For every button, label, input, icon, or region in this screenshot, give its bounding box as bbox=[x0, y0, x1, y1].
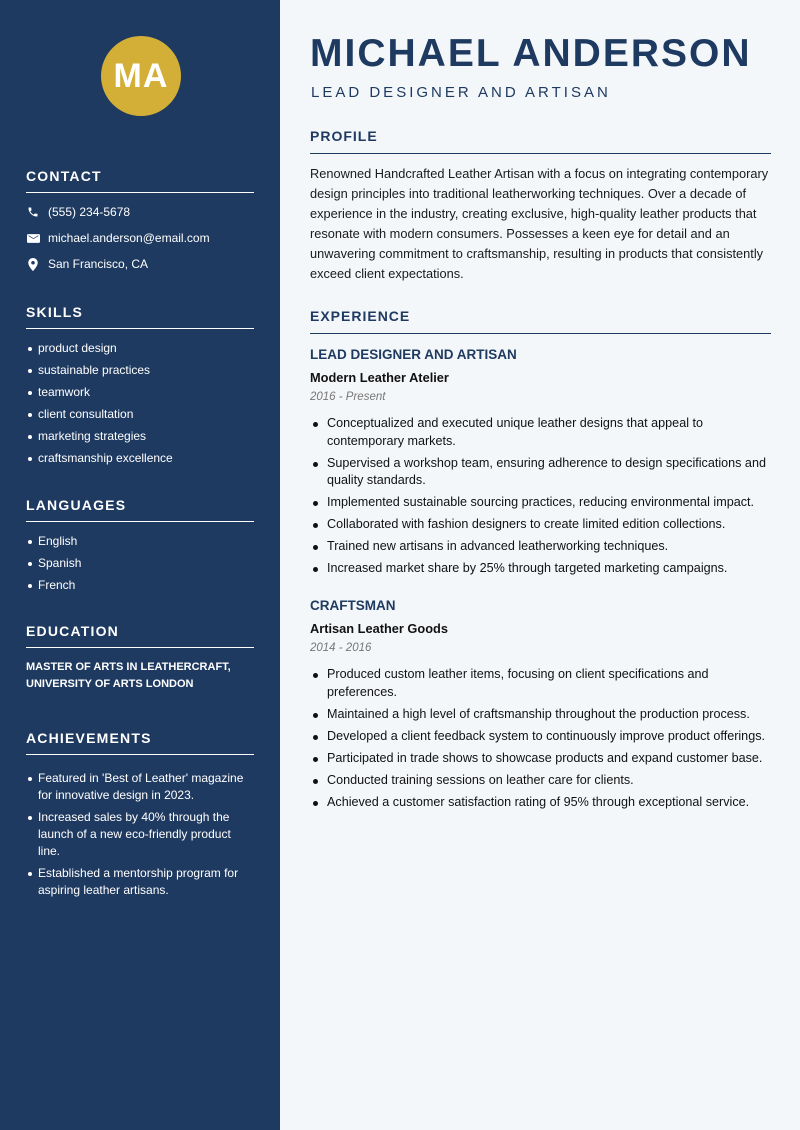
experience-heading: EXPERIENCE bbox=[310, 308, 771, 334]
job-bullet: Developed a client feedback system to continuously improve product offerings. bbox=[310, 728, 772, 746]
job-dates: 2014 - 2016 bbox=[310, 642, 372, 654]
job-title: LEAD DESIGNER AND ARTISAN bbox=[310, 347, 517, 362]
contact-phone bbox=[26, 205, 130, 219]
languages-heading: LANGUAGES bbox=[26, 497, 254, 522]
contact-heading: CONTACT bbox=[26, 168, 254, 193]
education-degree: MASTER OF ARTS IN LEATHERCRAFT, bbox=[26, 661, 231, 673]
profile-text: Renowned Handcrafted Leather Artisan with a focus on integrating contemporary design principles into traditional leatherworking techniques. Over a decade of experience in the industry, creating exclusive, high-quality leather products that resonate with modern consumers. Possesses a keen eye for detail and an unwavering commitment to craftsmanship, resulting in products that consistently exceed client expectations. bbox=[310, 166, 769, 281]
contact-location-text: San Francisco, CA bbox=[48, 257, 149, 271]
skills-list bbox=[26, 340, 254, 472]
job-bullet: Conceptualized and executed unique leather designs that appeal to contemporary markets. bbox=[310, 415, 772, 450]
job-company: Artisan Leather Goods bbox=[310, 621, 448, 636]
job-company: Modern Leather Atelier bbox=[310, 370, 449, 385]
language-item: English bbox=[26, 533, 254, 550]
sidebar bbox=[0, 0, 280, 1130]
achievements-list bbox=[26, 770, 248, 904]
achievement-item: Featured in 'Best of Leather' magazine for innovative design in 2023. bbox=[26, 770, 248, 804]
candidate-name: MICHAEL ANDERSON bbox=[310, 32, 752, 75]
contact-location bbox=[26, 257, 148, 271]
skill-item: product design bbox=[26, 340, 254, 357]
skill-item: sustainable practices bbox=[26, 362, 254, 379]
education-school: UNIVERSITY OF ARTS LONDON bbox=[26, 678, 194, 690]
mail-icon bbox=[26, 231, 40, 245]
job-bullet: Participated in trade shows to showcase products and expand customer base. bbox=[310, 750, 772, 768]
job-bullets bbox=[310, 666, 772, 816]
job-bullet: Conducted training sessions on leather care for clients. bbox=[310, 772, 772, 790]
skill-item: client consultation bbox=[26, 406, 254, 423]
job-bullets bbox=[310, 415, 772, 582]
achievement-item: Established a mentorship program for aspiring leather artisans. bbox=[26, 865, 248, 899]
job-bullet: Implemented sustainable sourcing practices, reducing environmental impact. bbox=[310, 494, 772, 512]
candidate-role: LEAD DESIGNER AND ARTISAN bbox=[311, 84, 611, 101]
avatar-initials: MA bbox=[101, 36, 181, 116]
job-bullet: Supervised a workshop team, ensuring adherence to design specifications and quality standards. bbox=[310, 455, 772, 490]
job-bullet: Trained new artisans in advanced leatherworking techniques. bbox=[310, 538, 772, 556]
job-dates: 2016 - Present bbox=[310, 391, 386, 403]
languages-list bbox=[26, 533, 254, 599]
contact-email bbox=[26, 231, 210, 245]
language-item: French bbox=[26, 577, 254, 594]
phone-icon bbox=[26, 205, 40, 219]
job-bullet: Produced custom leather items, focusing on client specifications and preferences. bbox=[310, 666, 772, 701]
language-item: Spanish bbox=[26, 555, 254, 572]
job-bullet: Maintained a high level of craftsmanship throughout the production process. bbox=[310, 706, 772, 724]
education-entry bbox=[26, 659, 256, 693]
job-bullet: Achieved a customer satisfaction rating of 95% through exceptional service. bbox=[310, 794, 772, 812]
skill-item: teamwork bbox=[26, 384, 254, 401]
education-heading: EDUCATION bbox=[26, 623, 254, 648]
skill-item: marketing strategies bbox=[26, 428, 254, 445]
achievement-item: Increased sales by 40% through the launch of a new eco-friendly product line. bbox=[26, 809, 248, 860]
skills-heading: SKILLS bbox=[26, 304, 254, 329]
profile-heading: PROFILE bbox=[310, 128, 771, 154]
job-title: CRAFTSMAN bbox=[310, 598, 396, 613]
contact-email-text[interactable]: michael.anderson@email.com bbox=[48, 231, 210, 245]
contact-phone-text: (555) 234-5678 bbox=[48, 205, 131, 219]
job-bullet: Increased market share by 25% through targeted marketing campaigns. bbox=[310, 560, 772, 578]
skill-item: craftsmanship excellence bbox=[26, 450, 254, 467]
main-content bbox=[280, 0, 800, 1130]
job-bullet: Collaborated with fashion designers to create limited edition collections. bbox=[310, 516, 772, 534]
achievements-heading: ACHIEVEMENTS bbox=[26, 730, 254, 755]
location-pin-icon bbox=[26, 257, 40, 271]
